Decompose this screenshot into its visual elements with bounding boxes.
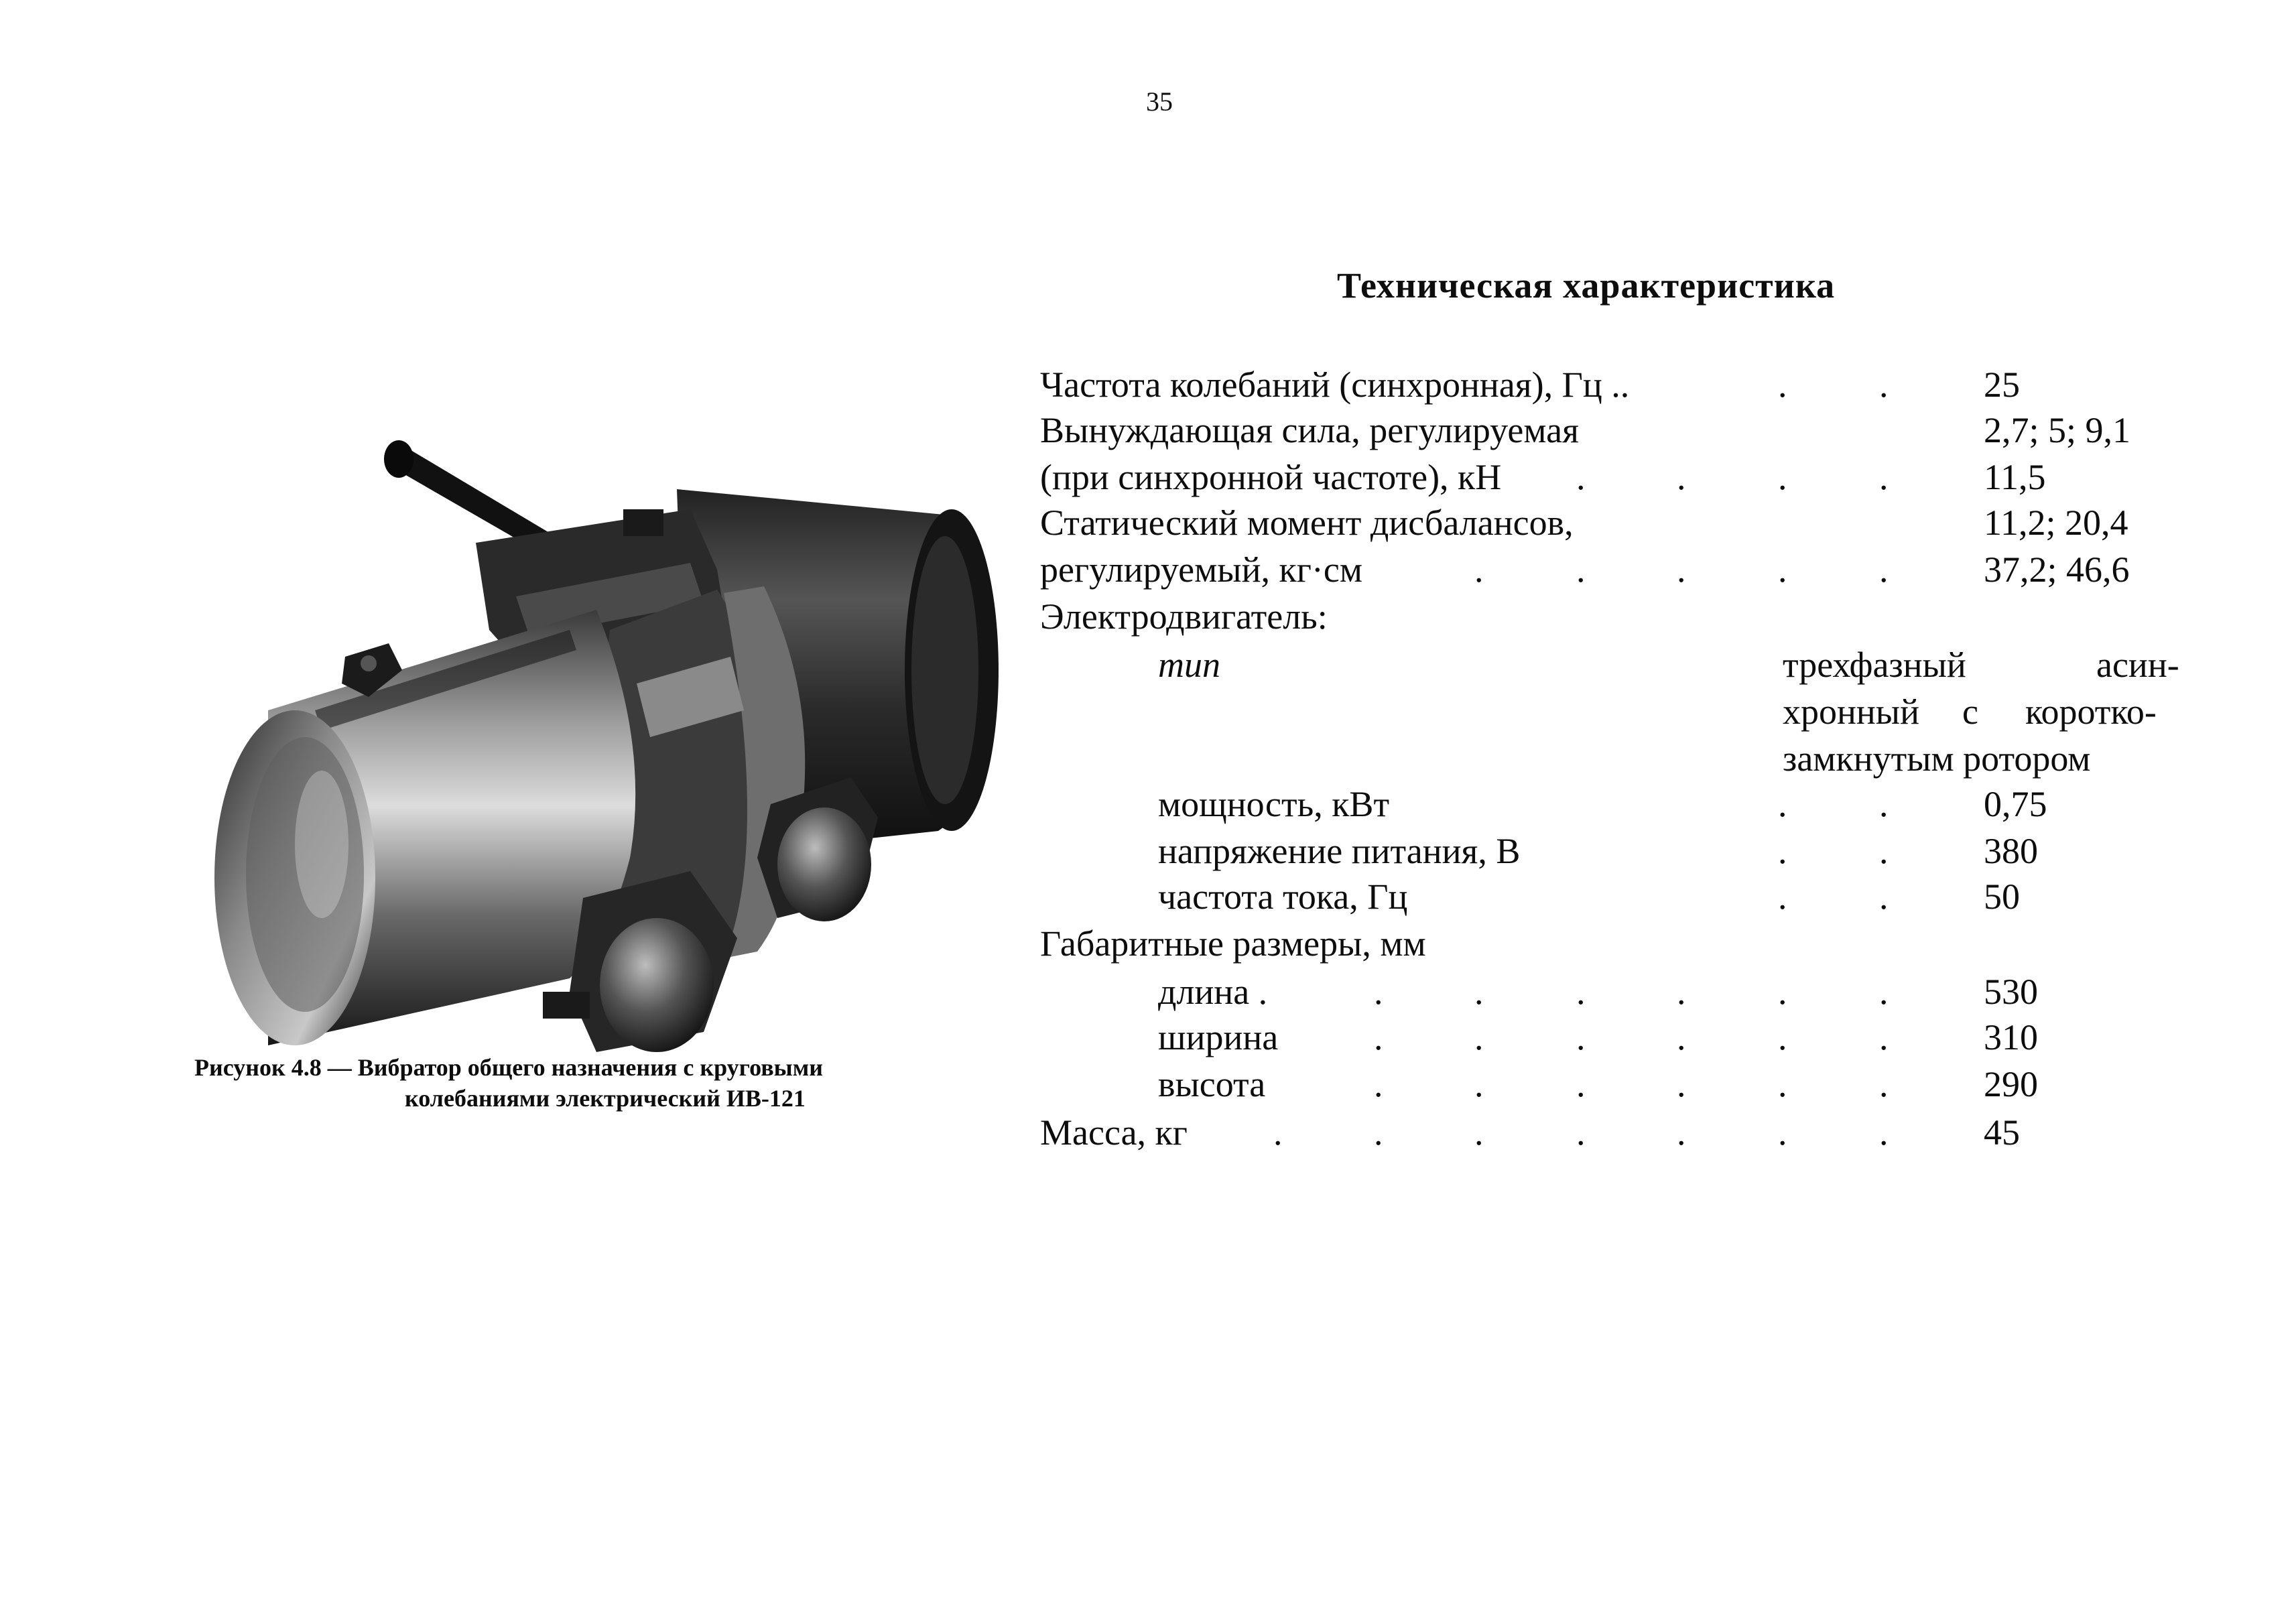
leader-dot: . <box>1778 549 1787 590</box>
leader-dot: . <box>1778 1064 1787 1104</box>
leader-dot: . <box>1374 1112 1383 1153</box>
spec-label: Электродвигатель: <box>1040 596 1328 637</box>
spec-value: 25 <box>1984 365 2020 405</box>
spec-value: 37,2; 46,6 <box>1984 549 2130 590</box>
leader-dot: . <box>1778 877 1787 917</box>
spec-value: замкнутым ротором <box>1783 738 2091 779</box>
leader-dot: . <box>1273 1112 1283 1153</box>
spec-label: Габаритные размеры, мм <box>1040 923 1426 964</box>
spec-value: 0,75 <box>1984 784 2047 824</box>
leader-dot: . <box>1474 549 1484 590</box>
leader-dot: . <box>1778 784 1787 824</box>
leader-dot: . <box>1474 1064 1484 1104</box>
leader-dot: . <box>1879 972 1889 1012</box>
leader-dot: . <box>1374 1017 1383 1057</box>
leader-dot: . <box>1677 972 1686 1012</box>
leader-dot: . <box>1576 1017 1586 1057</box>
caption-line2: колебаниями электрический ИВ-121 <box>405 1085 806 1112</box>
leader-dot: . <box>1474 972 1484 1012</box>
spec-value: с <box>1962 692 1978 732</box>
spec-label: мощность, кВт <box>1158 784 1390 824</box>
leader-dot: . <box>1778 365 1787 405</box>
spec-label: регулируемый, кг·см <box>1040 549 1362 590</box>
spec-value: 11,5 <box>1984 457 2046 497</box>
page-number: 35 <box>1146 86 1173 117</box>
end-cap <box>214 710 375 1045</box>
spec-value: 11,2; 20,4 <box>1984 503 2128 543</box>
spec-value: хронный <box>1783 692 1919 732</box>
figure-caption <box>194 1052 952 1114</box>
leader-dot: . <box>1778 831 1787 871</box>
section-title: Техническая характеристика <box>1337 265 1836 306</box>
spec-value: коротко- <box>2025 692 2157 732</box>
spec-label: Статический момент дисбалансов, <box>1040 503 1574 543</box>
spec-value: 530 <box>1984 972 2038 1012</box>
leader-dot: . <box>1879 877 1889 917</box>
leader-dot: . <box>1879 784 1889 824</box>
spec-value: 290 <box>1984 1064 2038 1104</box>
spec-label: высота <box>1158 1064 1266 1104</box>
spec-value: 2,7; 5; 9,1 <box>1984 410 2131 450</box>
spec-label: Вынуждающая сила, регулируемая <box>1040 410 1579 450</box>
leader-dot: . <box>1677 457 1686 497</box>
leader-dot: . <box>1576 1112 1586 1153</box>
spec-value: 380 <box>1984 831 2038 871</box>
leader-dot: . <box>1576 457 1586 497</box>
leader-dot: . <box>1374 1064 1383 1104</box>
leader-dot: . <box>1576 972 1586 1012</box>
spec-value: трехфазный <box>1783 645 1966 685</box>
spec-value: 310 <box>1984 1017 2038 1057</box>
spec-label: ширина <box>1158 1017 1279 1057</box>
leader-dot: . <box>1778 972 1787 1012</box>
spec-value: асин- <box>2096 645 2179 685</box>
leader-dot: . <box>1879 831 1889 871</box>
spec-label: Масса, кг <box>1040 1112 1188 1153</box>
leader-dot: . <box>1576 549 1586 590</box>
leader-dot: . <box>1879 365 1889 405</box>
leader-dot: . <box>1474 1017 1484 1057</box>
leader-dot: . <box>1778 1017 1787 1057</box>
leader-dot: . <box>1879 1017 1889 1057</box>
spec-value: 45 <box>1984 1112 2020 1153</box>
leader-dot: . <box>1778 457 1787 497</box>
leader-dot: . <box>1677 549 1686 590</box>
leader-dot: . <box>1879 549 1889 590</box>
leader-dot: . <box>1677 1017 1686 1057</box>
leader-dot: . <box>1879 1064 1889 1104</box>
vibrator-photo <box>168 429 999 1072</box>
leader-dot: . <box>1677 1112 1686 1153</box>
leader-dot: . <box>1576 1064 1586 1104</box>
leader-dot: . <box>1778 1112 1787 1153</box>
spec-label: напряжение питания, В <box>1158 831 1521 871</box>
leader-dot: . <box>1879 457 1889 497</box>
spec-label: частота тока, Гц <box>1158 877 1408 917</box>
spec-label: тип <box>1158 645 1220 685</box>
caption-line1: Рисунок 4.8 — Вибратор общего назначения с круговыми <box>194 1054 824 1081</box>
leader-dot: . <box>1879 1112 1889 1153</box>
spec-label: длина . <box>1158 972 1268 1012</box>
spec-value: 50 <box>1984 877 2020 917</box>
leader-dot: . <box>1677 1064 1686 1104</box>
leader-dot: . <box>1474 1112 1484 1153</box>
spec-label: (при синхронной частоте), кН <box>1040 457 1502 497</box>
spec-label: Частота колебаний (синхронная), Гц .. <box>1040 365 1630 405</box>
leader-dot: . <box>1374 972 1383 1012</box>
